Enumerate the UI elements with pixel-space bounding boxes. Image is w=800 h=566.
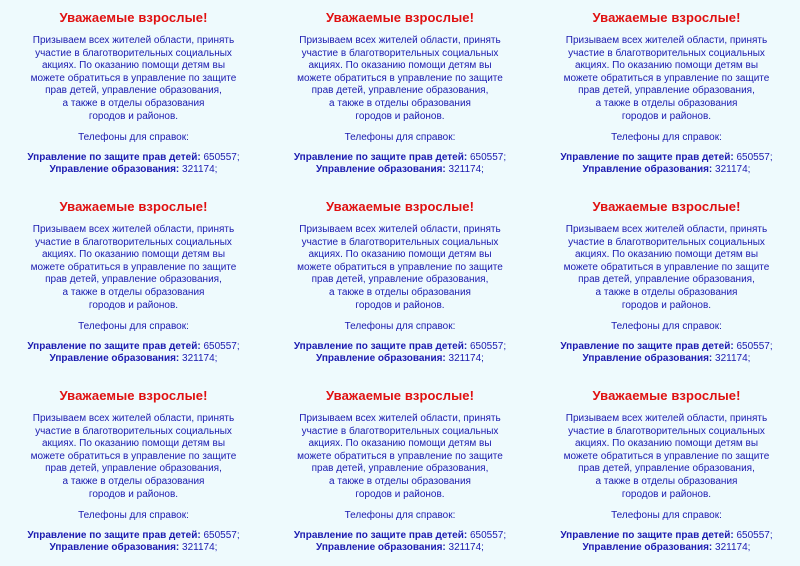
body-line: прав детей, управление образования, — [578, 85, 755, 97]
contact-line — [0, 530, 267, 542]
body-line: а также в отделы образования — [595, 286, 738, 298]
contact-label: Управление по защите прав детей: — [27, 152, 201, 164]
body-line: Призываем всех жителей области, принять — [32, 224, 235, 235]
body-line: городов и районов. — [88, 299, 179, 311]
contact-line — [267, 542, 533, 554]
flyer-card — [533, 0, 800, 189]
contact-number: 650557; — [200, 152, 240, 164]
body-line: городов и районов. — [621, 299, 712, 311]
contact-number: 321174; — [712, 163, 751, 175]
contacts-block — [267, 341, 533, 364]
flyer-title: Уважаемые взрослые! — [592, 10, 741, 25]
phones-label: Телефоны для справок: — [344, 132, 456, 144]
body-line: городов и районов. — [621, 110, 712, 122]
body-line: прав детей, управление образования, — [578, 274, 755, 286]
body-line: Призываем всех жителей области, принять — [299, 413, 501, 424]
contact-line — [267, 152, 533, 164]
contacts-block — [0, 152, 267, 175]
contact-number: 321174; — [445, 163, 484, 175]
flyer-body — [533, 35, 800, 123]
flyer-body — [533, 224, 800, 312]
body-line: Призываем всех жителей области, принять — [32, 35, 235, 46]
contacts-block — [533, 530, 800, 553]
contact-label: Управление по защите прав детей: — [293, 341, 468, 353]
body-line: акциях. По оказанию помощи детям вы — [308, 249, 492, 261]
body-line: а также в отделы образования — [62, 475, 205, 487]
body-line: а также в отделы образования — [595, 97, 738, 109]
contact-number: 650557; — [733, 530, 773, 542]
phones-label: Телефоны для справок: — [78, 321, 189, 333]
flyer-card — [0, 0, 267, 189]
contact-number: 650557; — [200, 341, 240, 353]
body-line: прав детей, управление образования, — [311, 463, 489, 475]
contact-line — [0, 542, 267, 554]
body-line: а также в отделы образования — [329, 286, 471, 298]
body-line: прав детей, управление образования, — [311, 85, 489, 97]
body-line: участие в благотворительных социальных — [35, 236, 232, 248]
contact-line — [533, 152, 800, 164]
contact-label: Управление по защите прав детей: — [560, 530, 734, 542]
contacts-block — [533, 152, 800, 175]
contact-label: Управление образования: — [582, 163, 713, 175]
body-line: а также в отделы образования — [329, 475, 471, 487]
contact-number: 321174; — [179, 163, 218, 175]
body-line: участие в благотворительных социальных — [301, 236, 499, 248]
body-line: прав детей, управление образования, — [311, 274, 489, 286]
body-line: городов и районов. — [621, 488, 712, 500]
body-line: акциях. По оказанию помощи детям вы — [41, 438, 226, 450]
flyer-card — [533, 189, 800, 378]
contacts-block — [0, 530, 267, 553]
contact-line — [533, 353, 800, 365]
contact-line — [0, 341, 267, 353]
flyer-body — [267, 35, 533, 123]
phones-label: Телефоны для справок: — [611, 132, 722, 144]
contact-number: 650557; — [467, 341, 507, 353]
contact-line — [0, 164, 267, 176]
body-line: акциях. По оказанию помощи детям вы — [308, 438, 492, 450]
body-line: городов и районов. — [355, 488, 445, 500]
flyer-body — [267, 413, 533, 501]
contact-line — [533, 530, 800, 542]
contact-line — [533, 164, 800, 176]
flyer-card — [533, 378, 800, 566]
body-line: можете обратиться в управление по защите — [30, 72, 237, 84]
flyer-title: Уважаемые взрослые! — [325, 388, 475, 403]
contact-number: 650557; — [467, 152, 507, 164]
flyer-body — [267, 224, 533, 312]
body-line: акциях. По оказанию помощи детям вы — [574, 249, 759, 261]
phones-label: Телефоны для справок: — [611, 321, 722, 333]
contact-number: 321174; — [179, 541, 218, 553]
contacts-block — [533, 341, 800, 364]
contacts-block — [267, 152, 533, 175]
flyer-body — [0, 35, 267, 123]
body-line: Призываем всех жителей области, принять — [299, 224, 501, 235]
flyer-title: Уважаемые взрослые! — [59, 10, 208, 25]
flyer-card — [267, 378, 533, 566]
body-line: а также в отделы образования — [62, 97, 205, 109]
body-line: участие в благотворительных социальных — [35, 47, 232, 59]
contact-label: Управление по защите прав детей: — [293, 530, 468, 542]
contact-label: Управление образования: — [316, 352, 446, 364]
contact-label: Управление образования: — [316, 163, 446, 175]
contact-number: 321174; — [712, 352, 751, 364]
contact-label: Управление по защите прав детей: — [560, 341, 734, 353]
body-line: акциях. По оказанию помощи детям вы — [574, 60, 759, 72]
body-line: прав детей, управление образования, — [45, 463, 222, 475]
body-line: участие в благотворительных социальных — [301, 47, 499, 59]
body-line: прав детей, управление образования, — [45, 85, 222, 97]
flyer-body — [0, 413, 267, 501]
contact-label: Управление по защите прав детей: — [27, 341, 201, 353]
contact-label: Управление по защите прав детей: — [27, 530, 201, 542]
body-line: городов и районов. — [88, 488, 179, 500]
contact-label: Управление образования: — [49, 541, 180, 553]
body-line: городов и районов. — [88, 110, 179, 122]
contact-number: 650557; — [200, 530, 240, 542]
phones-label: Телефоны для справок: — [344, 510, 456, 522]
flyer-title: Уважаемые взрослые! — [325, 199, 475, 214]
body-line: участие в благотворительных социальных — [568, 425, 765, 437]
flyer-card — [0, 378, 267, 566]
contact-line — [0, 152, 267, 164]
body-line: можете обратиться в управление по защите — [563, 450, 770, 462]
contact-line — [533, 542, 800, 554]
contact-number: 650557; — [467, 530, 507, 542]
contact-number: 321174; — [712, 541, 751, 553]
body-line: можете обратиться в управление по защите — [297, 261, 503, 273]
body-line: Призываем всех жителей области, принять — [565, 35, 768, 46]
contacts-block — [267, 530, 533, 553]
body-line: акциях. По оказанию помощи детям вы — [574, 438, 759, 450]
contact-label: Управление образования: — [49, 352, 180, 364]
contact-line — [533, 341, 800, 353]
contact-number: 321174; — [445, 541, 484, 553]
body-line: акциях. По оказанию помощи детям вы — [308, 60, 492, 72]
body-line: акциях. По оказанию помощи детям вы — [41, 249, 226, 261]
contact-label: Управление по защите прав детей: — [560, 152, 734, 164]
flyer-title: Уважаемые взрослые! — [592, 199, 741, 214]
flyer-card — [267, 189, 533, 378]
body-line: прав детей, управление образования, — [45, 274, 222, 286]
flyer-card — [0, 189, 267, 378]
contact-label: Управление по защите прав детей: — [293, 152, 468, 164]
body-line: участие в благотворительных социальных — [568, 47, 765, 59]
contact-number: 650557; — [733, 152, 773, 164]
body-line: участие в благотворительных социальных — [301, 425, 499, 437]
body-line: можете обратиться в управление по защите — [563, 72, 770, 84]
contacts-block — [0, 341, 267, 364]
contact-line — [267, 530, 533, 542]
body-line: участие в благотворительных социальных — [35, 425, 232, 437]
body-line: можете обратиться в управление по защите — [563, 261, 770, 273]
body-line: городов и районов. — [355, 110, 445, 122]
body-line: Призываем всех жителей области, принять — [565, 224, 768, 235]
body-line: акциях. По оказанию помощи детям вы — [41, 60, 226, 72]
contact-line — [267, 353, 533, 365]
flyer-body — [533, 413, 800, 501]
body-line: можете обратиться в управление по защите — [30, 450, 237, 462]
contact-label: Управление образования: — [582, 352, 713, 364]
phones-label: Телефоны для справок: — [611, 510, 722, 522]
body-line: Призываем всех жителей области, принять — [299, 35, 501, 46]
body-line: а также в отделы образования — [595, 475, 738, 487]
flyer-body — [0, 224, 267, 312]
phones-label: Телефоны для справок: — [344, 321, 456, 333]
contact-line — [267, 341, 533, 353]
contact-label: Управление образования: — [582, 541, 713, 553]
flyer-title: Уважаемые взрослые! — [59, 388, 208, 403]
body-line: Призываем всех жителей области, принять — [565, 413, 768, 424]
contact-label: Управление образования: — [49, 163, 180, 175]
contact-line — [267, 164, 533, 176]
body-line: Призываем всех жителей области, принять — [32, 413, 235, 424]
phones-label: Телефоны для справок: — [78, 510, 189, 522]
contact-label: Управление образования: — [316, 541, 446, 553]
flyer-card — [267, 0, 533, 189]
body-line: а также в отделы образования — [62, 286, 205, 298]
contact-number: 321174; — [445, 352, 484, 364]
contact-number: 321174; — [179, 352, 218, 364]
flyer-title: Уважаемые взрослые! — [59, 199, 208, 214]
body-line: можете обратиться в управление по защите — [297, 72, 503, 84]
contact-number: 650557; — [733, 341, 773, 353]
body-line: а также в отделы образования — [329, 97, 471, 109]
body-line: можете обратиться в управление по защите — [30, 261, 237, 273]
body-line: участие в благотворительных социальных — [568, 236, 765, 248]
contact-line — [0, 353, 267, 365]
body-line: городов и районов. — [355, 299, 445, 311]
body-line: прав детей, управление образования, — [578, 463, 755, 475]
flyer-title: Уважаемые взрослые! — [325, 10, 475, 25]
body-line: можете обратиться в управление по защите — [297, 450, 503, 462]
phones-label: Телефоны для справок: — [78, 132, 189, 144]
flyer-title: Уважаемые взрослые! — [592, 388, 741, 403]
